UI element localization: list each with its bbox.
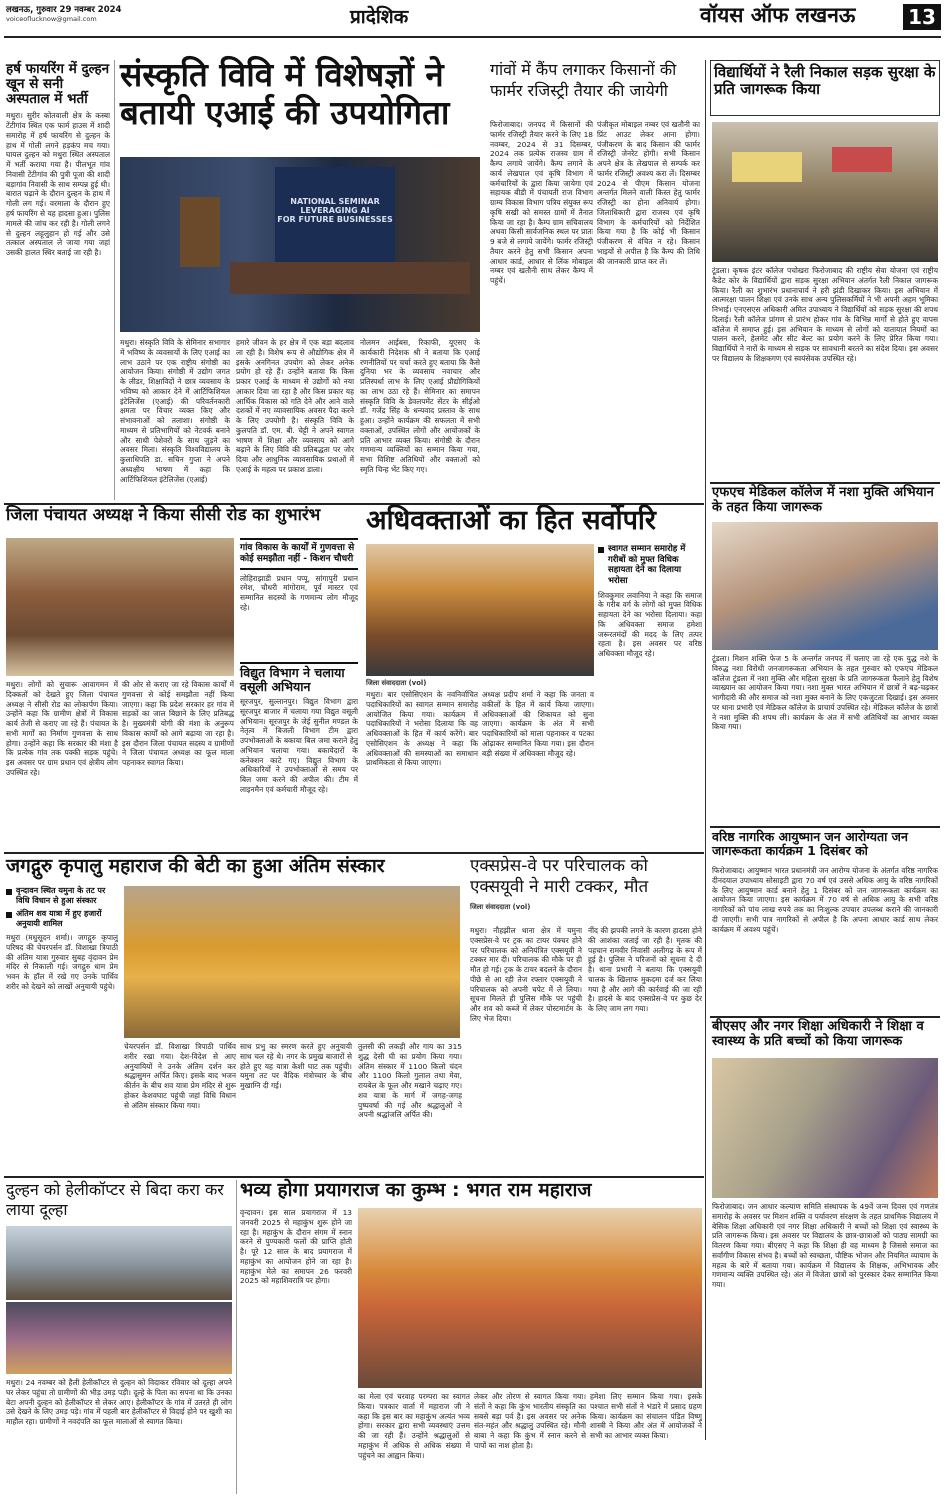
section-rule	[710, 1016, 940, 1018]
article-rally-head	[710, 60, 940, 116]
article-body: मथुरा। नौहझील थाना क्षेत्र में यमुना एक्सप्रेस-वे पर ट्रक का टायर पंक्चर होने पर परिचालक को अनियंत्रित एक्सयूवी ने टक्कर मार दी। परिचालक की मौके पर ही मौत हो गई। ट्रक के टायर बदलने के दौरान पीछे से आ रही तेज रफ्तार एक्सयूवी ने परिचालक को अपनी चपेट में ले लिया। सूचना मिलते ही पुलिस मौके पर पहुंची और शव को कब्जे में लेकर पोस्टमार्टम के लिए भेज दिया।	[470, 926, 582, 1023]
headline: एफएच मेडिकल कॉलेज में नशा मुक्ति अभियान के तहत किया जागरूक	[712, 485, 934, 515]
article-kumbh	[240, 1180, 702, 1201]
article-body: मथुरा (मधुसूदन शर्मा)। जगद्गुरु कृपालु परिषद की चेयरपर्सन डॉ. विशाखा त्रिपाठी की अंतिम यात्रा गुरुवार सुबह वृंदावन प्रेम मंदिर से निकाली गई। जगद्गुरु धाम प्रेम भवन के हॉल में रखे गए उनके पार्थिव शरीर को देखने को लाखों अनुयायी पहुंचे।	[6, 933, 118, 991]
article-body: टूंडला। कृषक इंटर कॉलेज पचोखरा फिरोजाबाद की राष्ट्रीय सेवा योजना एवं राष्ट्रीय कैडेट कोर के विद्यार्थियों द्वारा सड़क सुरक्षा अभियान अंतर्गत रैली निकाल जागरूक किया। रैली का शुभारंभ प्रधानाचार्य ने हरी झंडी दिखाकर किया। इस अभियान में आत्मरक्षा पालन शिक्षा एवं उनके साथ अन्य पुलिसकर्मियों ने भी अपनी अहम भूमिका निभाई। एनएसएस अधिकारी अमित उपाध्याय ने विद्यार्थियों को सड़क सुरक्षा की शपथ दिलाई। रैली कॉलेज प्रांगण से प्रारंभ होकर गांव के विभिन्न मार्गों से होते हुए वापस कॉलेज में समाप्त हुई। इस अभियान के माध्यम से लोगों को यातायात नियमों का पालन करने, हेलमेट और सीट बेल्ट का प्रयोग करने के लिए प्रेरित किया गया। विद्यार्थियों ने नारों के माध्यम से सड़क पर सावधानी बरतने का संदेश दिया। इस अवसर पर विद्यालय के शिक्षकगण एवं स्वयंसेवक उपस्थित रहे।	[712, 266, 938, 363]
sanskriti-col3	[360, 338, 480, 498]
paper-name: वॉयस ऑफ लखनऊ	[700, 3, 856, 27]
article-body: लोहिराझाडी प्रधान पप्पू, सांगापुरी प्रधान रमेश, चौधरी मांगोराम, पूर्व मास्टर एवं सम्मानित सदस्यों के गणमान्य लोग मौजूद रहे।	[240, 573, 358, 612]
headline: विद्यार्थियों ने रैली निकाल सड़क सुरक्षा के प्रति जागरूक किया	[714, 63, 936, 98]
bsa-photo	[712, 1058, 938, 1198]
advocates-sidebar	[598, 544, 702, 837]
contact-email: voiceoflucknow@gmail.com	[6, 15, 97, 23]
ribbon-cutting-photo	[6, 538, 234, 676]
column-divider	[236, 1180, 237, 1494]
article-bsa	[712, 1020, 940, 1049]
article-body: लेकर और तोरण से स्वागत किया गया। संतों ने कहा कि कुंभ भारतीय संस्कृति का सबसे बड़ा पर्व है। इस अवसर पर अनेक संत-महंत और श्रद्धालु उपस्थित रहे। मौनी बाबा ने कहा कि कुंभ में स्नान करने से पापों का नाश होता है।	[474, 1392, 586, 1450]
section-rule	[710, 482, 940, 484]
article-harsh-firing	[6, 62, 110, 473]
article-helicopter	[6, 1180, 232, 1220]
helicopter-photo	[6, 1226, 232, 1300]
article-body: टूंडला। मिशन शक्ति फेज 5 के अन्तर्गत जनपद में चलाए जा रहे एक युद्ध नशे के विरुद्ध नशा विरोधी जनजागरूकता अभियान के तहत गुरुवार को एफएच मेडिकल कॉलेज टूंडला में नशा मुक्ति और महिला सुरक्षा के प्रति जागरूकता फैलाने हेतु विशेष व्याख्यान का आयोजन किया गया। नशा मुक्त भारत अभियान में छात्रों ने बढ़-चढ़कर भागीदारी की और समाज को नशा मुक्त बनाने के लिए एकजुटता दिखाई। इस अवसर पर थाना प्रभारी एवं मेडिकल कॉलेज के प्राचार्य उपस्थित रहे। मेडिकल कॉलेज के छात्रों ने नशा मुक्ति की शपथ ली। कार्यक्रम के अंत में सभी अतिथियों का आभार व्यक्त किया गया।	[712, 654, 938, 732]
highlight-bullet: वृन्दावन स्थित यमुना के तट पर विधि विधान से हुआ संस्कार	[6, 886, 118, 906]
pull-quote-box	[240, 538, 358, 630]
article-ayushman	[712, 830, 940, 858]
article-farmer-registry	[490, 60, 700, 102]
article-body: फिरोजाबाद। जनपद में किसानों की फार्मर रजिस्ट्री तैयार करने के लिए 18 नवम्बर, 2024 से 31 दिसम्बर, 2024 तक प्रत्येक राजस्व ग्राम में कैम्प लगाये जायेंगे। कैम्प लगाने के कार्य लेखपाल एवं कृषि विभाग में कर्मचारियों के द्वारा किया जायेगा एवं सहायक बीडी में पंचायती राज विभाग ग्राम्य विकास विभाग पत्रिय संयुक्त रूप कृषि सखी को समस्त ग्रामों में तैनात किया जा रहा है। कैम्प ग्राम सचिवालय अथवा किसी सार्वजनिक स्थल पर प्रातः 9 बजे से लगाये जायेंगे। फार्मर रजिस्ट्री तैयार करने हेतु सभी किसान अपना आधार कार्ड, आधार से लिंक मोबाइल नम्बर एवं खतौनी साथ लेकर कैम्प में पहुंचें।	[490, 120, 593, 286]
column-divider	[705, 60, 706, 1440]
wedding-photo	[6, 1302, 232, 1374]
funeral-procession-photo	[124, 886, 460, 1038]
rally-banner	[732, 152, 802, 182]
article-body: मथुरा। संस्कृति विवि के सेमिनार सभागार में भविष्य के व्यवसायों के लिए एआई का लाभ उठाने पर एक राष्ट्रीय संगोष्ठी का आयोजन किया। संगोष्ठी में उद्योग जगत के लीडर, शिक्षाविदों ने छात्र व्यवसाय के भविष्य को आकार देने में आर्टिफिशियल इंटेलिजेंस (एआई) की परिवर्तनकारी क्षमता पर विचार व्यक्त किए और संभावनाओं को तलाशा। संगोष्ठी के माध्यम से प्रतिभागियों को नेटवर्क बनाने और साथी पेशेवरों के साथ जुड़ने का अवसर मिला। संस्कृति विश्वविद्यालय के कुलाधिपति डा. सचिन गुप्ता ने अपने अध्यक्षीय भाषण में कहा कि आर्टिफिशियल इंटेलिजेंस (एआई)	[120, 338, 230, 484]
issue-date: लखनऊ, गुरुवार 29 नवम्बर 2024	[6, 5, 122, 15]
headline: विद्युत विभाग ने चलाया वसूली अभियान	[240, 665, 345, 694]
section-rule	[4, 852, 704, 854]
headline: वरिष्ठ नागरिक आयुष्मान जन आरोग्यता जन जागरूकता कार्यक्रम 1 दिसंबर को	[712, 829, 908, 858]
article-body: चेयरपर्सन डॉ. विशाखा त्रिपाठी पार्थिव शरीर रखा गया। देश-विदेश से आए अनुयायियों ने उनके अंतिम दर्शन कर श्रद्धासुमन अर्पित किए। इसके बाद भजन कीर्तन के बीच शव यात्रा प्रेम मंदिर से शुरू होकर केशवघाट पहुंची जहां विधि विधान से अंतिम संस्कार किया गया।	[124, 1042, 236, 1110]
article-body: हमेशा लिए सम्मान किया गया। इसके पश्चात सभी संतों ने भंडारे में प्रसाद ग्रहण किया। कार्यक्रम का संचालन पंडित विष्णु शास्त्री ने किया और अंत में आयोजकों ने सभी का आभार व्यक्त किया।	[590, 1392, 702, 1441]
page-number: 13	[903, 4, 941, 30]
article-body: हमारे जीवन के हर क्षेत्र में एक बड़ा बदलाव ला रही है। विशेष रूप से औद्योगिक क्षेत्र में इसके अनगिनत उपयोग को लेकर अनेक प्रयोग हो रहे हैं। उन्होंने बताया कि किस प्रकार एआई के माध्यम से उद्योगों को नया आकार दिया जा रहा है और किस प्रकार यह आर्थिक विकास को गति देने और आने वाले दशकों में नए व्यावसायिक अवसर पैदा करने के लिए उपयोगी है। संस्कृति विवि के कुलपति डॉ. एम. बी. चेट्टी ने अपने स्वागत भाषण में शिक्षा और व्यवसाय को आगे बढ़ाने के लिए विवि की प्रतिबद्धता पर जोर दिया और आधुनिक व्यावसायिक प्रथाओं में एआई के महत्व पर प्रकाश डाला।	[236, 338, 354, 474]
article-body: नींद की झपकी लगने के कारण हादसा होने की आशंका जताई जा रही है। मृतक की पहचान रामवीर निवासी अलीगढ़ के रूप में हुई है। पुलिस ने परिजनों को सूचना दे दी है। थाना प्रभारी ने बताया कि एक्सयूवी चालक के खिलाफ मुकदमा दर्ज कर लिया गया है और आगे की कार्रवाई की जा रही है। हादसे के बाद एक्सप्रेस-वे पर कुछ देर के लिए जाम लग गया।	[588, 926, 702, 1014]
highlight-bullet: अंतिम शव यात्रा में हुए हजारों अनुयायी शामिल	[6, 909, 118, 929]
headline: भव्य होगा प्रयागराज का कुम्भ : भगत राम महाराज	[240, 1179, 592, 1201]
advocates-photo	[366, 544, 594, 676]
article-advocates	[366, 506, 702, 536]
dais-table	[230, 262, 470, 294]
masthead-rule	[4, 36, 941, 38]
column-divider	[114, 60, 115, 500]
kripalu-bullets	[6, 886, 118, 1133]
article-body: सूरजपुर, सुल्तानपुर। विद्युत विभाग द्वारा सूरजपुर बाजार में चलाया गया विद्युत वसूली अभियान। सूरजपुर के जेई सुनील मण्डल के नेतृत्व में बिजली विभाग टीम द्वारा उपभोक्ताओं के बकाया बिल जमा कराने हेतु अभियान चलाया गया। बकायेदारों के कनेक्शन काटे गए। विद्युत विभाग के अधिकारियों ने उपभोक्ताओं से समय पर बिल जमा करने की अपील की। टीम में लाइनमैन एवं कर्मचारी मौजूद रहे।	[240, 697, 358, 794]
article-body: वृन्दावन। इस साल प्रयागराज में 13 जनवरी 2025 से महाकुंभ शुरू होने जा रहा है। महाकुंभ के दौरान संगम में स्नान करने से पुण्यकारी फलों की प्राप्ति होती है। पूरे 12 साल के बाद प्रयागराज में महाकुंभ का आयोजन होने जा रहा है। महाकुंभ मेले का समापन 26 फरवरी 2025 को महाशिवरात्रि पर होगा।	[240, 1208, 352, 1286]
section-rule	[710, 826, 940, 828]
article-body: तुलसी की लकड़ी और गाय का 315 शुद्ध देसी घी का प्रयोग किया गया। अंतिम संस्कार में 1100 किलो चंदन और 1100 किलो गुलाल तथा मेवा, रायबेल के फूल और मखाने चढ़ाए गए। शव यात्रा के मार्ग में जगह-जगह पुष्पवर्षा की गई और श्रद्धालुओं ने अपनी श्रद्धांजलि अर्पित की।	[358, 1042, 462, 1120]
article-body: अध्यक्ष प्रदीप शर्मा ने कहा कि जनता व वकीलों के हित में कार्य किया जाएगा। अधिवक्ताओं की शिकायत को सुना जाएगा। कार्यक्रम के अंत में सभी पदाधिकारियों को माला पहनाकर व पटका ओढ़ाकर सम्मानित किया गया। इस दौरान बड़ी संख्या में अधिवक्ता मौजूद रहे।	[482, 690, 594, 758]
article-body: फिरोजाबाद। जन आधार कल्याण समिति संस्थापक के 49वें जन्म दिवस एवं गणतंत्र समारोह के अवसर पर मिशन शक्ति व पर्यावरण संरक्षण के तहत प्राथमिक विद्यालय में बेसिक शिक्षा अधिकारी एवं नगर शिक्षा अधिकारी ने बच्चों को शिक्षा एवं स्वास्थ्य के प्रति जागरूक किया। इस अवसर पर विद्यालय के छात्र-छात्राओं को पाठ्य सामग्री का वितरण किया गया। बीएसए ने कहा कि शिक्षा ही वह माध्यम है जिससे समाज का सर्वांगीण विकास संभव है। बच्चों को स्वच्छता, पौष्टिक भोजन और नियमित व्यायाम के महत्व के बारे में बताया गया। कार्यक्रम में विद्यालय के शिक्षक, अभिभावक और गणमान्य व्यक्ति उपस्थित रहे। अंत में विजेता छात्रों को पुरस्कार देकर सम्मानित किया गया।	[712, 1202, 938, 1290]
article-body: मथुरा। लोगों को सुचारू आवागमन में दिक्कतों को देखते हुए जिला पंचायत अध्यक्ष ने सीसी रोड का लोकार्पण किया। उन्होंने कहा कि ग्रामीण क्षेत्रों में विकास कार्य तेजी से कराए जा रहे हैं। पंचायत के सभी मार्गों का निर्माण गुणवत्ता के साथ होगा। उन्होंने कहा कि सरकार की मंशा है कि प्रत्येक गांव तक पक्की सड़क पहुंचे। इस अवसर पर ग्राम प्रधान एवं क्षेत्रीय लोग उपस्थित रहे।	[6, 680, 118, 777]
medical-photo	[712, 522, 938, 650]
sanskriti-col2	[236, 338, 354, 498]
headline: हर्ष फायरिंग में दुल्हन खून से सनी अस्पताल में भर्ती	[6, 61, 110, 108]
section-title: प्रादेशिक	[350, 6, 409, 28]
article-kripalu	[6, 856, 466, 877]
headline: दुल्हन को हेलीकॉप्टर से बिदा करा कर लाया दूल्हा	[6, 1180, 224, 1219]
sanskriti-col1	[120, 338, 230, 498]
article-body: नोलमन आईबस, रिकाफी, यूएसए के कार्यकारी निदेशक श्री ने बताया कि एआई रणनीतियों पर चर्चा करते हुए बताया कि कैसे दुनिया भर के व्यवसाय नवाचार और प्रतिस्पर्धा लाभ के लिए एआई प्रौद्योगिकियों का लाभ उठा रहे हैं। सेमिनार का समापन संस्कृति विवि के डेवलपमेंट सेंटर के सीईओ डॉ. गजेंद्र सिंह के धन्यवाद प्रस्ताव के साथ हुआ। उन्होंने कार्यक्रम की सफलता में सभी वक्ताओं, उपस्थित लोगों और आयोजकों के प्रति आभार व्यक्त किया। संगोष्ठी के दौरान गणमान्य व्यक्तियों का सम्मान किया गया, सभा विशिष्ट अतिथियों और वक्ताओं को स्मृति चिन्ह भेंट किए गए।	[360, 338, 480, 474]
byline: जिला संवाददाता (vol)	[470, 902, 531, 911]
seminar-photo	[120, 157, 480, 332]
headline: बीएसए और नगर शिक्षा अधिकारी ने शिक्षा व स्वास्थ्य के प्रति बच्चों को किया जागरूक	[712, 1019, 924, 1049]
highlight-bullet: स्वागत सम्मान समारोह में गरीबों को मुफ्त विधिक सहायता देने का दिलाया भरोसा	[598, 544, 702, 587]
rally-photo	[712, 122, 938, 262]
sadhus-photo	[358, 1208, 702, 1388]
article-body: की ओर से कराए जा रहे विकास कार्यों में गुणवत्ता से कोई समझौता नहीं किया जाएगा। कहा कि प्रदेश सरकार हर गांव में सड़कों का जाल बिछाने के लिए प्रतिबद्ध है। मुख्यमंत्री योगी की मंशा के अनुरूप विकास कार्यों को आगे बढ़ाया जा रहा है। इस दौरान जिला पंचायत सदस्य व ग्रामीणों ने जिला पंचायत अध्यक्ष का फूल माला पहनाकर स्वागत किया।	[122, 680, 234, 768]
date-line	[6, 4, 156, 23]
article-body: मथुरा। 24 नवम्बर को हैली हेलीकॉप्टर से दुल्हन को विदाकर रविवार को दूल्हा अपने घर लेकर पहुंचा तो ग्रामीणों की भीड़ उमड़ पड़ी। दूल्हे के पिता का सपना था कि उनका बेटा अपनी दुल्हन को हेलीकॉप्टर से लेकर आए। हेलीकॉप्टर के गांव में उतरते ही लोग उसे देखने के लिए उमड़ पड़े। गांव में पहली बार हेलीकॉप्टर से विदाई होने पर खुशी का माहौल रहा। ग्रामीणों ने नवदंपति का फूल मालाओं से स्वागत किया।	[6, 1378, 232, 1427]
article-vidyut	[240, 662, 358, 843]
photo-caption: जिला संवाददाता (vol)	[366, 679, 427, 687]
article-body: फिरोजाबाद। आयुष्मान भारत प्रधानमंत्री जन आरोग्य योजना के अंतर्गत वरिष्ठ नागरिक दीनदयाल उपाध्याय सोसाइटी द्वारा 70 वर्ष एवं उससे अधिक आयु के वरिष्ठ नागरिकों के लिए आयुष्मान कार्ड बनाने हेतु 1 दिसंबर को जन जागरूकता कार्यक्रम का आयोजन किया जाएगा। इस कार्यक्रम में 70 वर्ष से अधिक आयु के सभी वरिष्ठ नागरिकों को पांच लाख रुपये तक का निःशुल्क उपचार उपलब्ध कराने की जानकारी दी जाएगी। सभी पात्र नागरिकों से अपील है कि अपना आधार कार्ड साथ लेकर कार्यक्रम में अवश्य पहुंचें।	[712, 866, 938, 934]
headline: जिला पंचायत अध्यक्ष ने किया सीसी रोड का शुभारंभ	[6, 505, 321, 524]
podium	[180, 197, 220, 267]
article-cc-road	[6, 506, 358, 524]
seminar-banner: NATIONAL SEMINAR LEVERAGING AI FOR FUTURE BUSINESSES	[275, 167, 395, 277]
article-body: शिवकुमार लवानिया ने कहा कि समाज के गरीब वर्ग के लोगों को मुफ्त विधिक सहायता देने का भरोसा दिलाया। कहा कि अधिवक्ता समाज हमेशा जरूरतमंदों की मदद के लिए तत्पर रहता है। इस अवसर पर वरिष्ठ अधिवक्ता मौजूद रहे।	[598, 590, 702, 659]
article-fh-medical	[712, 486, 940, 515]
article-body: पंजीकृत मोबाइल नम्बर एवं खतौनी का प्रिंट आउट लेकर आना होगा। पंजीकरण के बाद किसान की फार्मर रजिस्ट्री जेनरेट होगी। सभी किसान अपने क्षेत्र के लेखपाल से सम्पर्क कर फार्मर रजिस्ट्री अवश्य करा लें। दिसम्बर 2024 से पीएम किसान योजना अन्तर्गत मिलने वाली किस्त हेतु फार्मर रजिस्ट्री का होना अनिवार्य होगा। जिलाधिकारी द्वारा राजस्व एवं कृषि विभाग के कर्मचारियों को निर्देशित किया गया है कि कोई भी किसान पंजीकरण से वंचित न रहे। किसान भाइयों से अपील है कि कैम्प की तिथि की जानकारी प्राप्त कर लें।	[597, 120, 700, 266]
headline: गांवों में कैंप लगाकर किसानों की फार्मर रजिस्ट्री तैयार की जायेगी	[490, 60, 677, 100]
headline: एक्सप्रेस-वे पर परिचालक को एक्सयूवी ने मारी टक्कर, मौत	[470, 856, 649, 898]
article-body: साथ प्रभु का स्मरण करते हुए अनुयायी साथ चल रहे थे। नगर के प्रमुख बाजारों से होते हुए यह यात्रा केशी घाट तक पहुंची। यमुना तट पर वैदिक मंत्रोच्चार के बीच मुखाग्नि दी गई।	[240, 1042, 352, 1091]
pull-quote: गांव विकास के कार्यों में गुणवत्ता से कोई समझौता नहीं - किशन चौधरी	[240, 538, 358, 570]
article-body: मथुरा। सुरीर कोतवाली क्षेत्र के कस्बा टेंटीगांव स्थित एक फार्म हाउस में शादी समारोह में हर्ष फायरिंग से दुल्हन के हाथ में गोली लगने हड़कंप मच गया। घायल दुल्हन को मथुरा स्थित अस्पताल में भर्ती कराया गया है। पीलभूत गांव निवासी टेंटीगांव की पुत्री पूजा की शादी बड़ागांव निवासी के साथ सम्पन्न हुई थी। बारात चढ़ाने के दौरान दुल्हन के हाथ में गोली लग गई। वरमाला के दौरान हुए हर्ष फायरिंग से यह हादसा हुआ। पुलिस मामले की जांच कर रही है। गोली लगने से दुल्हन लहूलुहान हो गई और उसे तत्काल अस्पताल ले जाया गया जहां उसकी हालत स्थिर बताई जा रही है।	[6, 111, 110, 258]
article-expressway	[470, 856, 702, 911]
rally-banner	[832, 147, 892, 172]
headline: जगद्गुरु कृपालु महाराज की बेटी का हुआ अंतिम संस्कार	[6, 855, 385, 877]
headline: अधिवक्ताओं का हित सर्वोपरि	[366, 505, 656, 536]
article-body: मथुरा। बार एसोसिएशन के नवनिर्वाचित पदाधिकारियों का स्वागत सम्मान समारोह आयोजित किया गया। कार्यक्रम में पदाधिकारियों ने भरोसा दिलाया कि वह अधिवक्ताओं के हित में कार्य करेंगे। बार एसोसिएशन के अध्यक्ष ने कहा कि अधिवक्ताओं की समस्याओं का समाधान प्राथमिकता से किया जाएगा।	[366, 690, 478, 768]
article-sanskriti-ai	[120, 56, 482, 131]
article-body: का मेला एवं चरवाह परम्परा का स्वागत किया। पत्रकार वार्ता में महाराज जी ने कहा कि इस बार का महाकुंभ अत्यंत भव्य होगा। सरकार द्वारा सभी व्यवस्थाएं उत्तम की जा रही हैं। उन्होंने श्रद्धालुओं से महाकुंभ में अधिक से अधिक संख्या में पहुंचने का आह्वान किया।	[358, 1392, 470, 1460]
section-rule	[4, 1176, 704, 1178]
headline: संस्कृति विवि में विशेषज्ञों ने बतायी एआई की उपयोगिता	[120, 55, 450, 132]
